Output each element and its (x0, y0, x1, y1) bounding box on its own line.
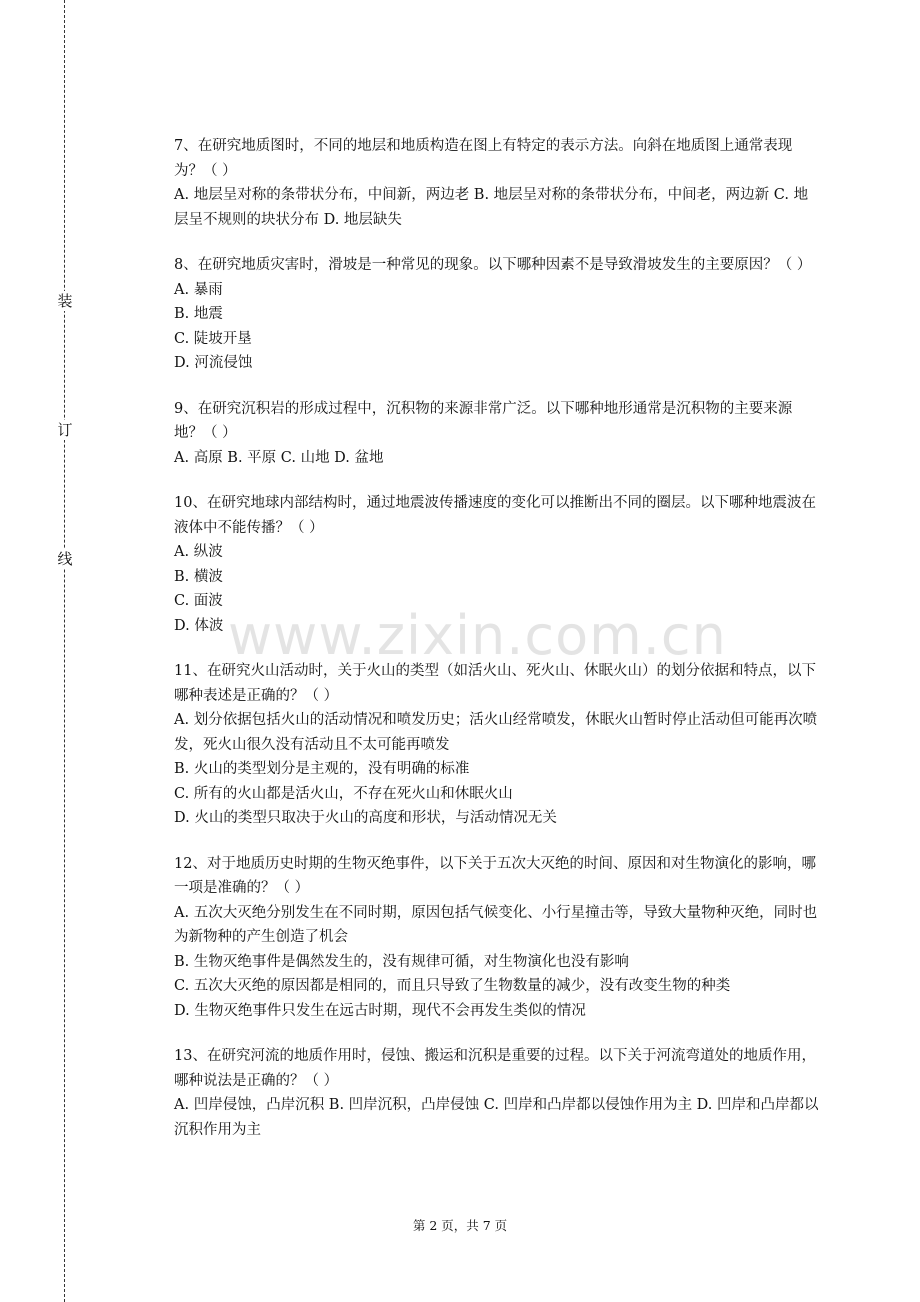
option-b: B. 火山的类型划分是主观的，没有明确的标准 (174, 761, 470, 777)
option-c: C. 面波 (174, 593, 223, 609)
question-11 (174, 659, 820, 831)
option-d: D. 生物灭绝事件只发生在远古时期，现代不会再发生类似的情况 (174, 1002, 586, 1019)
question-13 (174, 1044, 820, 1142)
question-options: A. 高原 B. 平原 C. 山地 D. 盆地 (174, 449, 384, 466)
question-stem: 12、对于地质历史时期的生物灭绝事件，以下关于五次大灭绝的时间、原因和对生物演化的影响，哪一项是准确的？（ ） (174, 855, 816, 896)
option-b: B. 生物灭绝事件是偶然发生的，没有规律可循，对生物演化也没有影响 (174, 953, 629, 970)
page-footer: 第 2 页，共 7 页 (412, 1218, 508, 1233)
option-a: A. 划分依据包括火山的活动情况和喷发历史；活火山经常喷发，休眠火山暂时停止活动但可能再次喷发，死火山很久没有活动且不太可能再喷发 (174, 712, 818, 753)
option-a: A. 纵波 (174, 544, 223, 560)
option-c: C. 五次大灭绝的原因都是相同的，而且只导致了生物数量的减少，没有改变生物的种类 (174, 978, 731, 994)
question-12 (174, 852, 820, 1024)
question-list (174, 134, 820, 1163)
option-c: C. 陡坡开垦 (174, 330, 252, 347)
question-10 (174, 491, 820, 638)
watermark: www.zixin.com.cn (228, 604, 727, 667)
binding-dashed-line (64, 0, 65, 1302)
binding-label-zhuang: 装 (55, 291, 75, 311)
question-options: A. 地层呈对称的条带状分布，中间新，两边老 B. 地层呈对称的条带状分布，中间老，两边新 C. 地层呈不规则的块状分布 D. 地层缺失 (174, 187, 809, 228)
option-d: D. 火山的类型只取决于火山的高度和形状，与活动情况无关 (174, 810, 557, 826)
option-d: D. 河流侵蚀 (174, 355, 253, 371)
question-9 (174, 397, 820, 471)
question-stem: 9、在研究沉积岩的形成过程中，沉积物的来源非常广泛。以下哪种地形通常是沉积物的主要来源地？（ ） (174, 400, 793, 441)
question-stem: 10、在研究地球内部结构时，通过地震波传播速度的变化可以推断出不同的圈层。以下哪种地震波在液体中不能传播？（ ） (174, 495, 816, 536)
question-stem: 13、在研究河流的地质作用时，侵蚀、搬运和沉积是重要的过程。以下关于河流弯道处的地质作用，哪种说法是正确的？（ ） (174, 1048, 816, 1089)
binding-label-xian: 线 (55, 549, 75, 569)
binding-label-ding: 订 (55, 420, 75, 440)
question-stem: 11、在研究火山活动时，关于火山的类型（如活火山、死火山、休眠火山）的划分依据和特点，以下哪种表述是正确的？（ ） (174, 663, 816, 704)
option-d: D. 体波 (174, 617, 224, 634)
question-options: A. 凹岸侵蚀，凸岸沉积 B. 凹岸沉积，凸岸侵蚀 C. 凹岸和凸岸都以侵蚀作用为主 D. 凹岸和凸岸都以沉积作用为主 (174, 1097, 819, 1138)
option-a: A. 五次大灭绝分别发生在不同时期，原因包括气候变化、小行星撞击等，导致大量物种灭绝，同时也为新物种的产生创造了机会 (174, 904, 818, 945)
option-b: B. 地震 (174, 306, 223, 322)
option-b: B. 横波 (174, 568, 223, 585)
option-c: C. 所有的火山都是活火山，不存在死火山和休眠火山 (174, 785, 513, 802)
option-a: A. 暴雨 (174, 281, 223, 298)
question-7 (174, 134, 820, 232)
question-stem: 7、在研究地质图时，不同的地层和地质构造在图上有特定的表示方法。向斜在地质图上通常表现为？（ ） (174, 138, 793, 179)
question-8 (174, 253, 820, 376)
question-stem: 8、在研究地质灾害时，滑坡是一种常见的现象。以下哪种因素不是导致滑坡发生的主要原因？（ ） (174, 257, 812, 273)
